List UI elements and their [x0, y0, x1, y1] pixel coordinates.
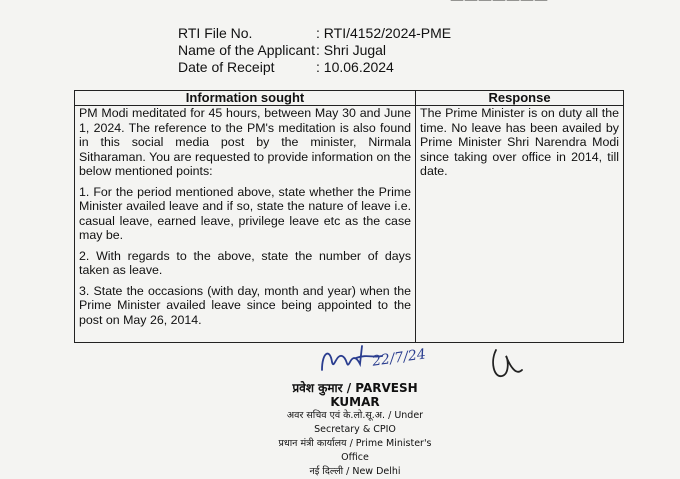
info-intro: PM Modi meditated for 45 hours, between May 30 and June 1, 2024. The reference to the PM's meditation is also found in this social media post by the minister, Nirmala Sitharaman. You are requested to provide information on the below mentioned points:	[79, 106, 412, 178]
rti-table	[74, 90, 624, 343]
second-initial-mark	[488, 342, 528, 386]
meta-file-no: RTI File No. : RTI/4152/2024-PME	[178, 25, 452, 41]
information-sought-cell	[75, 106, 416, 343]
cropped-header-text: ———————	[450, 0, 548, 8]
meta-applicant: Name of the Applicant : Shri Jugal	[178, 42, 387, 58]
officer-office: प्रधान मंत्री कार्यालय / Prime Minister's Office	[278, 438, 432, 463]
info-point-3: 3. State the occasions (with day, month and year) when the Prime Minister availed leave since being appointed to the post on May 26, 2014.	[79, 283, 412, 327]
response-text: The Prime Minister is on duty all the time. No leave has been availed by Prime Minister Shri Narendra Modi since taking over office in 2014, till date.	[420, 106, 619, 178]
officer-name: प्रवेश कुमार / PARVESH KUMAR	[292, 381, 418, 409]
header-information-sought: Information sought	[75, 91, 416, 106]
officer-designation: अवर सचिव एवं के.लो.सू.अ. / Under Secretary & CPIO	[286, 410, 424, 435]
rti-metadata	[178, 25, 451, 76]
officer-city: नई दिल्ली / New Delhi	[309, 466, 401, 477]
officer-block	[270, 381, 440, 479]
meta-date-receipt: Date of Receipt : 10.06.2024	[178, 59, 394, 75]
info-point-2: 2. With regards to the above, state the number of days taken as leave.	[79, 248, 412, 277]
response-cell	[416, 106, 624, 343]
header-response: Response	[416, 91, 624, 106]
handwritten-date: 22/7/24	[371, 346, 427, 370]
info-point-1: 1. For the period mentioned above, state whether the Prime Minister availed leave and if so, state the nature of leave i.e. casual leave, earned leave, privilege leave etc as the case may be.	[79, 184, 412, 242]
